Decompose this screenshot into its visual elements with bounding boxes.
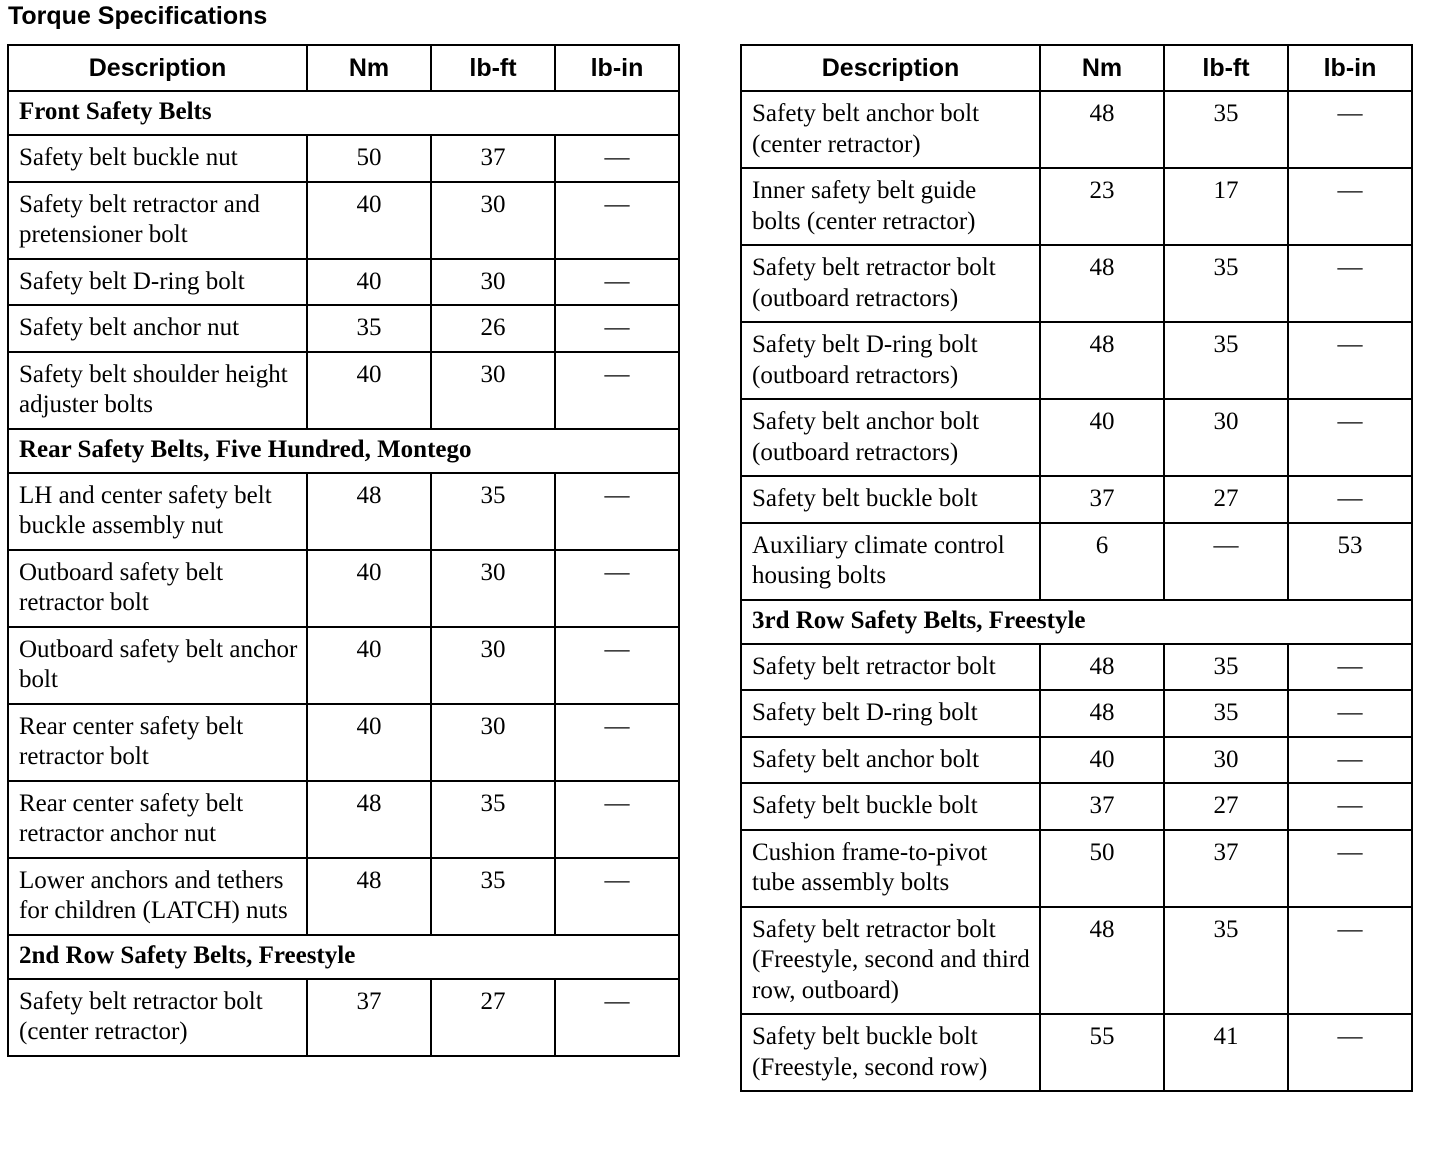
table-row	[741, 830, 1412, 907]
row-lbft: 35	[1164, 907, 1288, 1015]
section-row	[8, 935, 679, 979]
row-description: Rear center safety belt retractor anchor nut	[8, 781, 307, 858]
row-lbin: —	[1288, 168, 1412, 245]
row-description: Safety belt retractor bolt (center retractor)	[8, 979, 307, 1056]
row-lbin: —	[555, 305, 679, 352]
table-row	[8, 352, 679, 429]
table-row	[741, 476, 1412, 523]
table-row	[741, 91, 1412, 168]
row-nm: 48	[1040, 644, 1164, 691]
row-lbin: —	[1288, 476, 1412, 523]
section-title: Rear Safety Belts, Five Hundred, Montego	[8, 429, 679, 473]
row-lbft: —	[1164, 523, 1288, 600]
table-row	[8, 704, 679, 781]
row-nm: 40	[307, 352, 431, 429]
row-nm: 48	[1040, 322, 1164, 399]
row-description: Safety belt buckle nut	[8, 135, 307, 182]
row-lbin: —	[555, 473, 679, 550]
row-lbin: —	[1288, 644, 1412, 691]
row-nm: 40	[307, 704, 431, 781]
row-nm: 48	[307, 781, 431, 858]
row-lbft: 37	[1164, 830, 1288, 907]
row-lbft: 30	[431, 182, 555, 259]
row-lbft: 35	[1164, 91, 1288, 168]
row-nm: 50	[1040, 830, 1164, 907]
row-nm: 48	[1040, 245, 1164, 322]
table-row	[741, 690, 1412, 737]
row-nm: 40	[307, 627, 431, 704]
row-nm: 48	[1040, 690, 1164, 737]
row-nm: 40	[1040, 737, 1164, 784]
row-lbft: 27	[1164, 783, 1288, 830]
row-description: Rear center safety belt retractor bolt	[8, 704, 307, 781]
row-lbin: —	[1288, 1014, 1412, 1091]
row-nm: 23	[1040, 168, 1164, 245]
row-nm: 48	[1040, 91, 1164, 168]
header-lbin: lb-in	[1288, 45, 1412, 91]
row-lbin: —	[1288, 830, 1412, 907]
row-lbft: 35	[1164, 245, 1288, 322]
row-description: Inner safety belt guide bolts (center retractor)	[741, 168, 1040, 245]
row-lbin: —	[555, 627, 679, 704]
header-lbft: lb-ft	[1164, 45, 1288, 91]
row-description: Safety belt shoulder height adjuster bolts	[8, 352, 307, 429]
header-lbft: lb-ft	[431, 45, 555, 91]
row-lbft: 35	[1164, 644, 1288, 691]
row-lbft: 26	[431, 305, 555, 352]
row-lbin: —	[555, 781, 679, 858]
row-nm: 48	[1040, 907, 1164, 1015]
row-description: Safety belt retractor and pretensioner bolt	[8, 182, 307, 259]
row-lbin: —	[555, 979, 679, 1056]
row-description: Safety belt anchor nut	[8, 305, 307, 352]
row-description: Safety belt retractor bolt (Freestyle, second and third row, outboard)	[741, 907, 1040, 1015]
table-row	[741, 168, 1412, 245]
row-lbft: 35	[431, 781, 555, 858]
table-row	[741, 1014, 1412, 1091]
row-lbft: 27	[1164, 476, 1288, 523]
row-lbft: 17	[1164, 168, 1288, 245]
section-row	[741, 600, 1412, 644]
row-lbft: 30	[431, 352, 555, 429]
torque-table-left	[7, 44, 680, 1057]
row-description: Safety belt anchor bolt (center retractor)	[741, 91, 1040, 168]
row-nm: 40	[307, 182, 431, 259]
row-description: Safety belt buckle bolt (Freestyle, second row)	[741, 1014, 1040, 1091]
row-lbin: —	[1288, 737, 1412, 784]
row-description: Safety belt buckle bolt	[741, 476, 1040, 523]
table-row	[741, 399, 1412, 476]
row-lbin: —	[1288, 399, 1412, 476]
table-row	[8, 627, 679, 704]
row-lbft: 30	[1164, 737, 1288, 784]
table-row	[8, 979, 679, 1056]
torque-table-right	[740, 44, 1413, 1092]
row-lbft: 35	[431, 473, 555, 550]
row-lbin: —	[1288, 783, 1412, 830]
row-lbft: 35	[1164, 690, 1288, 737]
row-nm: 50	[307, 135, 431, 182]
table-row	[8, 473, 679, 550]
table-row	[8, 858, 679, 935]
row-description: Lower anchors and tethers for children (LATCH) nuts	[8, 858, 307, 935]
row-lbin: —	[555, 704, 679, 781]
row-nm: 48	[307, 473, 431, 550]
table-row	[8, 135, 679, 182]
row-lbft: 27	[431, 979, 555, 1056]
table-row	[8, 182, 679, 259]
row-lbft: 30	[1164, 399, 1288, 476]
table-row	[741, 737, 1412, 784]
row-description: Cushion frame-to-pivot tube assembly bolts	[741, 830, 1040, 907]
header-nm: Nm	[1040, 45, 1164, 91]
row-lbft: 35	[431, 858, 555, 935]
row-lbft: 30	[431, 627, 555, 704]
row-lbin: —	[555, 182, 679, 259]
row-description: LH and center safety belt buckle assembly nut	[8, 473, 307, 550]
row-nm: 48	[307, 858, 431, 935]
table-row	[741, 907, 1412, 1015]
row-lbin: —	[555, 259, 679, 306]
section-title: 3rd Row Safety Belts, Freestyle	[741, 600, 1412, 644]
table-row	[8, 550, 679, 627]
row-nm: 35	[307, 305, 431, 352]
row-description: Safety belt D-ring bolt (outboard retractors)	[741, 322, 1040, 399]
section-title: 2nd Row Safety Belts, Freestyle	[8, 935, 679, 979]
row-lbft: 41	[1164, 1014, 1288, 1091]
table-row	[741, 523, 1412, 600]
row-lbft: 30	[431, 704, 555, 781]
row-description: Safety belt retractor bolt	[741, 644, 1040, 691]
table-row	[741, 783, 1412, 830]
table-row	[8, 259, 679, 306]
row-description: Safety belt D-ring bolt	[741, 690, 1040, 737]
section-title: Front Safety Belts	[8, 91, 679, 135]
row-description: Safety belt anchor bolt	[741, 737, 1040, 784]
row-lbin: —	[555, 550, 679, 627]
row-description: Safety belt D-ring bolt	[8, 259, 307, 306]
row-nm: 6	[1040, 523, 1164, 600]
table-row	[741, 322, 1412, 399]
row-nm: 40	[307, 259, 431, 306]
row-lbft: 30	[431, 550, 555, 627]
row-lbin: —	[555, 352, 679, 429]
table-row	[741, 644, 1412, 691]
header-nm: Nm	[307, 45, 431, 91]
row-description: Outboard safety belt retractor bolt	[8, 550, 307, 627]
header-description: Description	[8, 45, 307, 91]
row-nm: 37	[307, 979, 431, 1056]
row-lbin: —	[1288, 91, 1412, 168]
section-row	[8, 429, 679, 473]
row-lbft: 30	[431, 259, 555, 306]
row-nm: 40	[307, 550, 431, 627]
table-row	[8, 305, 679, 352]
header-row	[8, 45, 679, 91]
header-lbin: lb-in	[555, 45, 679, 91]
row-description: Safety belt buckle bolt	[741, 783, 1040, 830]
row-lbin: —	[555, 135, 679, 182]
row-lbin: —	[555, 858, 679, 935]
table-row	[741, 245, 1412, 322]
row-lbft: 35	[1164, 322, 1288, 399]
row-nm: 37	[1040, 476, 1164, 523]
row-nm: 40	[1040, 399, 1164, 476]
row-lbft: 37	[431, 135, 555, 182]
row-lbin: —	[1288, 690, 1412, 737]
row-description: Safety belt anchor bolt (outboard retractors)	[741, 399, 1040, 476]
row-lbin: —	[1288, 322, 1412, 399]
row-description: Auxiliary climate control housing bolts	[741, 523, 1040, 600]
row-nm: 55	[1040, 1014, 1164, 1091]
row-lbin: 53	[1288, 523, 1412, 600]
row-description: Safety belt retractor bolt (outboard retractors)	[741, 245, 1040, 322]
table-row	[8, 781, 679, 858]
row-lbin: —	[1288, 907, 1412, 1015]
header-description: Description	[741, 45, 1040, 91]
row-nm: 37	[1040, 783, 1164, 830]
section-row	[8, 91, 679, 135]
row-lbin: —	[1288, 245, 1412, 322]
row-description: Outboard safety belt anchor bolt	[8, 627, 307, 704]
header-row	[741, 45, 1412, 91]
page-title: Torque Specifications	[8, 2, 268, 30]
